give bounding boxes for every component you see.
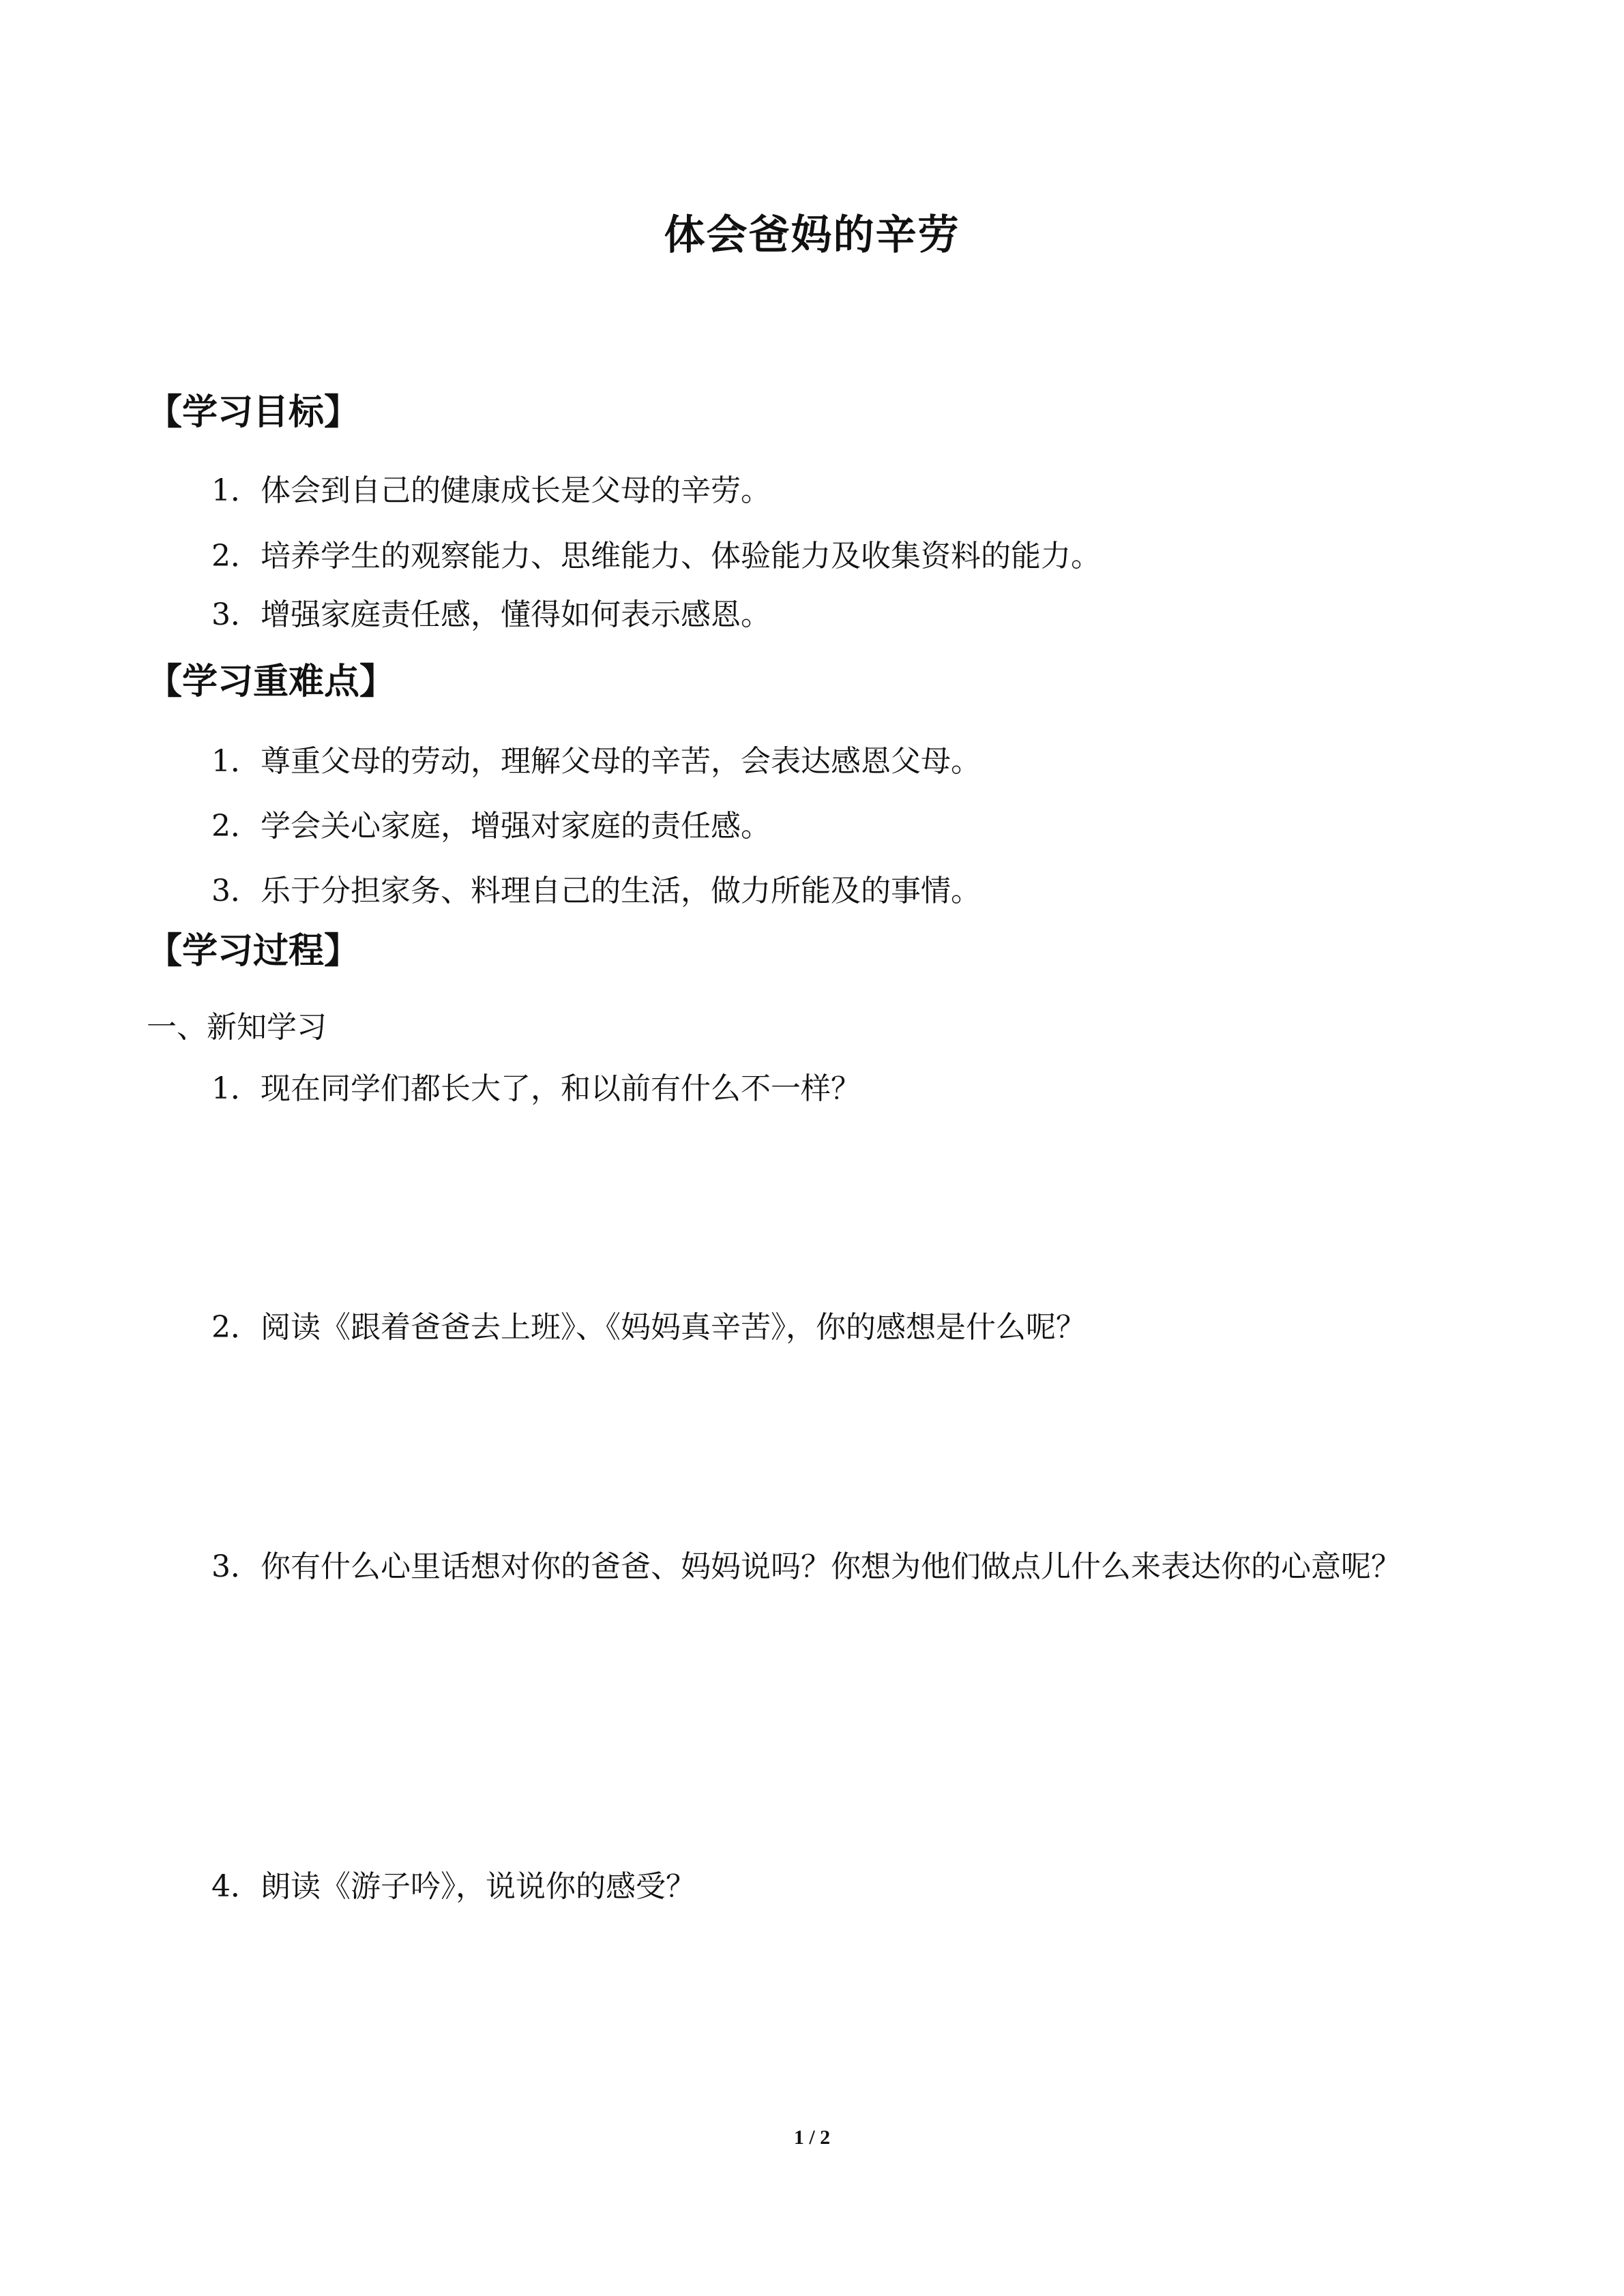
section-heading-learning-goals: 【学习目标】: [147, 392, 360, 433]
key-point-item-2: 2．学会关心家庭，增强对家庭的责任感。: [211, 809, 771, 844]
goal-item-1: 1．体会到自己的健康成长是父母的辛劳。: [211, 473, 771, 508]
document-title: 体会爸妈的辛劳: [664, 211, 960, 259]
question-4: 4．朗读《游子吟》，说说你的感受？: [211, 1869, 696, 1904]
section-heading-learning-process: 【学习过程】: [147, 931, 360, 972]
page-number: 1 / 2: [793, 2126, 831, 2149]
key-point-item-1: 1．尊重父母的劳动，理解父母的辛苦，会表达感恩父母。: [211, 744, 981, 779]
subheading-new-knowledge: 一、新知学习: [147, 1010, 327, 1045]
question-1: 1．现在同学们都长大了，和以前有什么不一样？: [211, 1071, 861, 1106]
question-3: 3．你有什么心里话想对你的爸爸、妈妈说吗？你想为他们做点儿什么来表达你的心意呢？: [211, 1549, 1401, 1584]
goal-item-2: 2．培养学生的观察能力、思维能力、体验能力及收集资料的能力。: [211, 539, 1101, 573]
section-heading-key-points: 【学习重难点】: [147, 661, 396, 702]
key-point-item-3: 3．乐于分担家务、料理自己的生活，做力所能及的事情。: [211, 874, 981, 908]
question-2: 2．阅读《跟着爸爸去上班》、《妈妈真辛苦》，你的感想是什么呢？: [211, 1310, 1086, 1345]
goal-item-3: 3．增强家庭责任感，懂得如何表示感恩。: [211, 597, 771, 632]
